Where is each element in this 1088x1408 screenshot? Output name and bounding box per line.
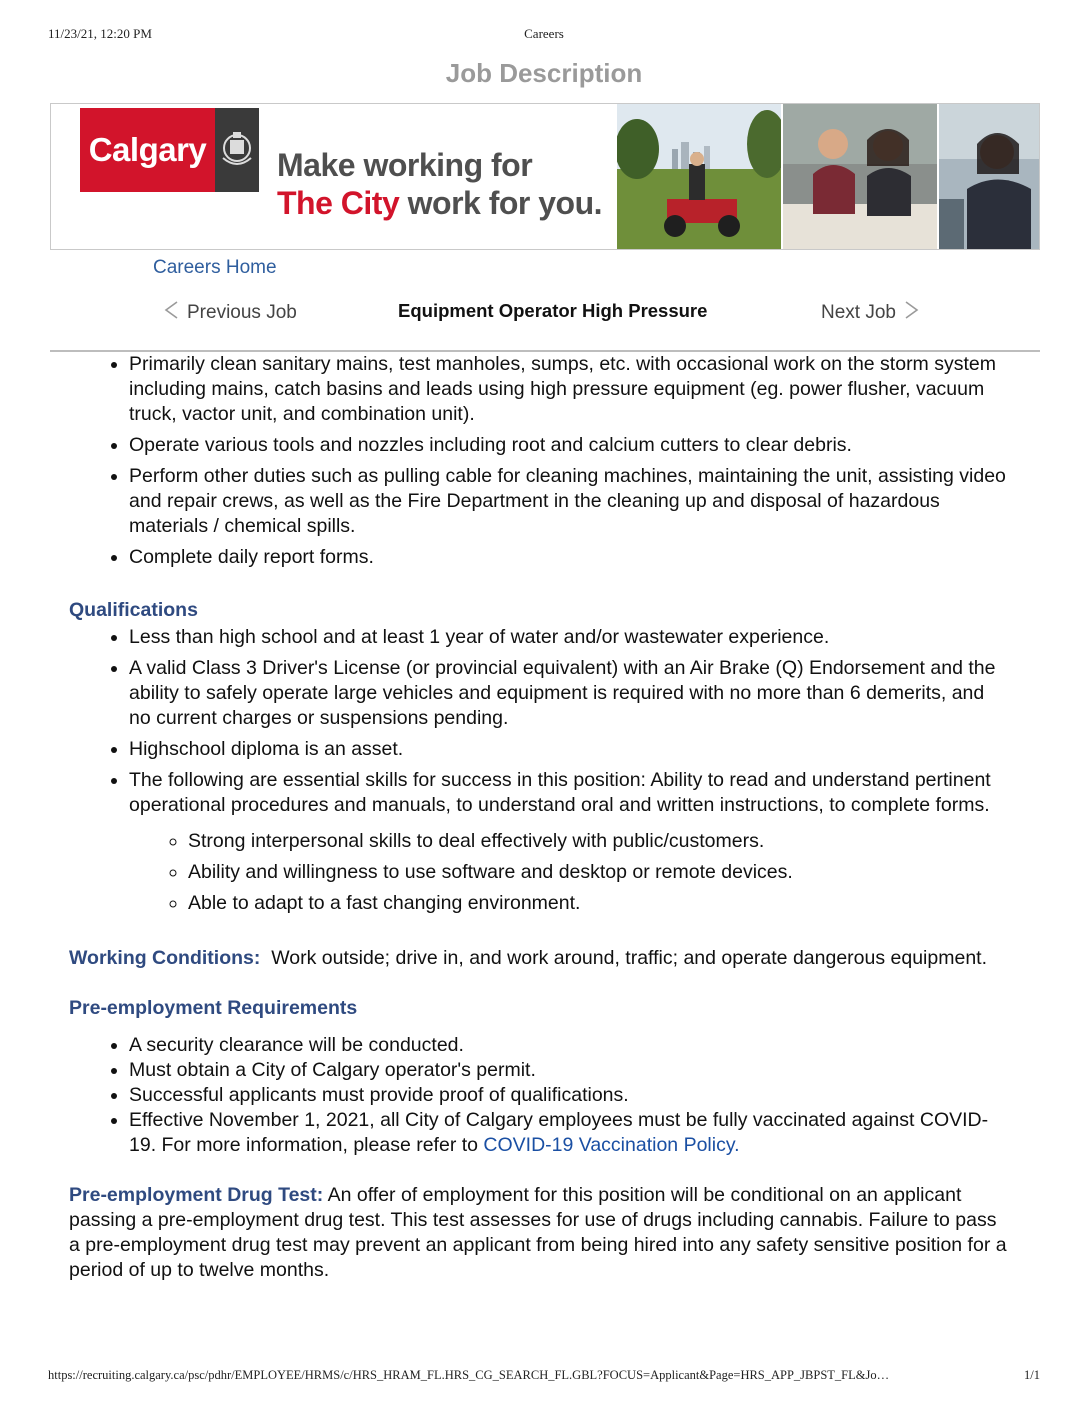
mower-operator-photo: [617, 104, 781, 250]
list-item: • Highschool diploma is an asset.: [129, 737, 1009, 762]
slogan-rest: work for you.: [399, 185, 603, 221]
drug-test-text: An offer of employment for this position will be conditional on an applicant passing a pre-employment drug test. This test assesses for use of drugs including cannabis. Failure to pass a pre-employment drug test may prevent an applicant from being hired into any safety sensitive position for a period of up to twelve months.: [69, 1184, 1007, 1281]
list-item: • Primarily clean sanitary mains, test manholes, sumps, etc. with occasional work on the storm system including mains, catch basins and leads using high pressure equipment (eg. power flusher, vacuum truck, vactor unit, and combination unit).: [129, 352, 1009, 427]
chevron-right-icon: [904, 300, 920, 326]
list-item: ◦ Able to adapt to a fast changing environment.: [188, 891, 1009, 916]
covid-policy-link[interactable]: COVID-19 Vaccination Policy.: [483, 1134, 740, 1156]
list-item: • Must obtain a City of Calgary operator's permit.: [129, 1058, 1009, 1083]
chevron-left-icon: [163, 300, 179, 326]
print-footer: [48, 1368, 1040, 1384]
pre-employment-list: [69, 1033, 1009, 1158]
print-url: https://recruiting.calgary.ca/psc/pdhr/EMPLOYEE/HRMS/c/HRS_HRAM_FL.HRS_CG_SEARCH_FL.GBL?FOCUS=Applicant&Page=HRS_APP_JBPST_FL&Jo…: [48, 1368, 890, 1382]
slogan-line-2: [277, 184, 602, 222]
list-item: • Successful applicants must provide proof of qualifications.: [129, 1083, 1009, 1108]
next-job-label: Next Job: [821, 302, 896, 323]
print-header: [48, 26, 1040, 42]
list-item: [129, 1108, 1009, 1158]
pre-employment-heading: Pre-employment Requirements: [69, 997, 358, 1019]
covid-policy-text: Effective November 1, 2021, all City of Calgary employees must be fully vaccinated against COVID-19. For more information, please refer to: [129, 1109, 989, 1156]
drug-test-label: Pre-employment Drug Test:: [69, 1184, 324, 1206]
drug-test-paragraph: [69, 1183, 1009, 1283]
essential-skills-list: [129, 829, 1009, 916]
working-conditions-text: Work outside; drive in, and work around, traffic; and operate dangerous equipment.: [271, 947, 988, 969]
transit-operator-photo: [939, 104, 1040, 250]
print-datetime: 11/23/21, 12:20 PM: [48, 26, 152, 41]
city-crest-icon: [215, 108, 259, 192]
list-item: [129, 768, 1009, 916]
calgary-logo: Calgary: [80, 108, 215, 192]
job-description-body: [69, 352, 1009, 1283]
list-item: • Less than high school and at least 1 year of water and/or wastewater experience.: [129, 625, 1009, 650]
previous-job-button[interactable]: [163, 300, 297, 326]
job-title: Equipment Operator High Pressure: [398, 300, 708, 321]
list-item: • Operate various tools and nozzles including root and calcium cutters to clear debris.: [129, 433, 1009, 458]
slogan-line-1: Make working for: [277, 147, 533, 183]
list-item: • A security clearance will be conducted.: [129, 1033, 1009, 1058]
next-job-button[interactable]: [821, 300, 920, 326]
duties-list: [69, 352, 1009, 570]
essential-skills-text: The following are essential skills for success in this position: Ability to read and understand pertinent operational procedures and manuals, to understand oral and written instructions, to complete forms.: [129, 769, 991, 816]
careers-banner: [50, 103, 1040, 250]
slogan-highlight: The City: [277, 185, 400, 221]
print-page-title: Careers: [524, 26, 564, 41]
list-item: • A valid Class 3 Driver's License (or provincial equivalent) with an Air Brake (Q) Endorsement and the ability to safely operate large vehicles and equipment is required with no more than 6 demerits, and no current charges or suspensions pending.: [129, 656, 1009, 731]
page-title: Job Description: [445, 58, 643, 88]
qualifications-heading: Qualifications: [69, 599, 198, 621]
careers-home-link[interactable]: Careers Home: [153, 257, 277, 278]
page-number: 1/1: [1024, 1368, 1040, 1382]
office-workers-photo: [783, 104, 937, 250]
working-conditions-label: Working Conditions:: [69, 947, 261, 969]
list-item: ◦ Strong interpersonal skills to deal effectively with public/customers.: [188, 829, 1009, 854]
banner-slogan: [277, 146, 602, 222]
list-item: ◦ Ability and willingness to use software and desktop or remote devices.: [188, 860, 1009, 885]
list-item: • Complete daily report forms.: [129, 545, 1009, 570]
list-item: • Perform other duties such as pulling cable for cleaning machines, maintaining the unit, assisting video and repair crews, as well as the Fire Department in the cleaning up and disposal of hazardous materials / chemical spills.: [129, 464, 1009, 539]
qualifications-list: [69, 625, 1009, 916]
working-conditions: [69, 946, 1009, 971]
previous-job-label: Previous Job: [187, 302, 297, 323]
